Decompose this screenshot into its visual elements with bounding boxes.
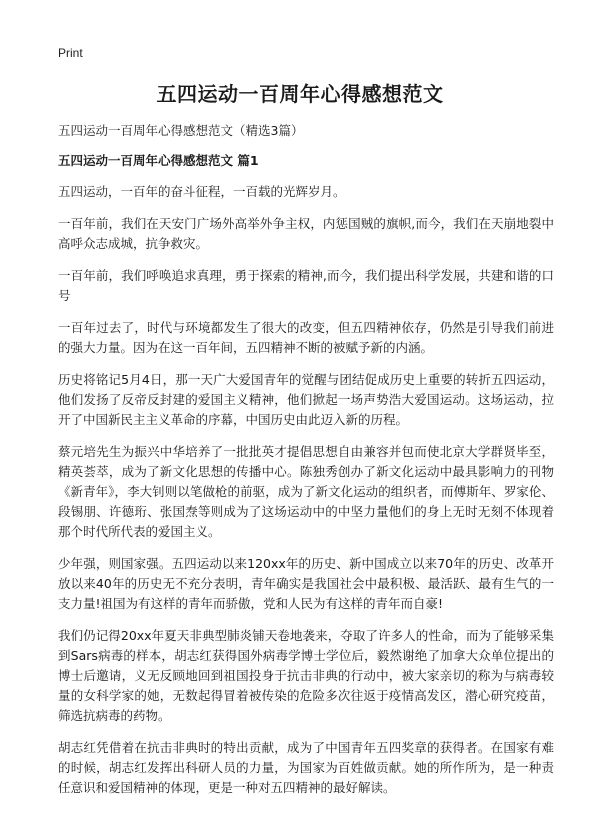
paragraph: 一百年前，我们在天安门广场外高举外争主权，内惩国贼的旗帜,而今，我们在天崩地裂中高呼众志成城，抗争救灾。 (58, 216, 554, 251)
paragraph: 一百年前，我们呼唤追求真理，勇于探索的精神,而今，我们提出科学发展，共建和谐的口号 (58, 268, 554, 303)
paragraph: 少年强，则国家强。五四运动以来120xx年的历史、新中国成立以来70年的历史、改革开放以来40年的历史无不充分表明，青年确实是我国社会中最积极、最活跃、最有生气的一支力量!祖国为有这样的青年而骄傲，党和人民为有这样的青年而自豪! (58, 556, 554, 611)
document-subtitle: 五四运动一百周年心得感想范文（精选3篇） (58, 123, 304, 138)
print-link[interactable]: Print (58, 46, 83, 60)
document-body (58, 122, 554, 810)
paragraph: 五四运动，一百年的奋斗征程，一百载的光辉岁月。 (58, 184, 346, 199)
section-heading: 五四运动一百周年心得感想范文 篇1 (58, 153, 259, 168)
paragraph: 胡志红凭借着在抗击非典时的特出贡献，成为了中国青年五四奖章的获得者。在国家有难的时候，胡志红发挥出科研人员的力量，为国家为百姓做贡献。她的所作所为，是一种责任意识和爱国精神的体现，更是一种对五四精神的最好解读。 (58, 740, 554, 795)
document-title: 五四运动一百周年心得感想范文 (156, 82, 444, 106)
paragraph: 蔡元培先生为振兴中华培养了一批批英才提倡思想自由兼容并包而使北京大学群贤毕至，精英荟萃，成为了新文化思想的传播中心。陈独秀创办了新文化运动中最具影响力的刊物《新青年》，李大钊则以笔做枪的前驱，成为了新文化运动的组织者，而傅斯年、罗家伦、段锡朋、许德珩、张国焘等则成为了这场运动中的中坚力量他们的身上无时无刻不体现着那个时代所代表的爱国主义。 (58, 444, 554, 539)
paragraph: 历史将铭记5月4日，那一天广大爱国青年的觉醒与团结促成历史上重要的转折五四运动，他们发扬了反帝反封建的爱国主义精神，他们掀起一场声势浩大爱国运动。这场运动，拉开了中国新民主主义革命的序幕，中国历史由此迈入新的历程。 (58, 372, 554, 427)
paragraph: 一百年过去了，时代与环境都发生了很大的改变，但五四精神依存，仍然是引导我们前进的强大力量。因为在这一百年间，五四精神不断的被赋予新的内涵。 (58, 320, 554, 355)
paragraph: 我们仍记得20xx年夏天非典型肺炎铺天卷地袭来，夺取了许多人的性命，而为了能够采集到Sars病毒的样本，胡志红获得国外病毒学博士学位后，毅然谢绝了加拿大众单位提出的博士后邀请，义无反顾地回到祖国投身于抗击非典的行动中，被大家亲切的称为与病毒较量的女科学家的她，无数起得冒着被传染的危险多次往返于疫情高发区，潜心研究疫苗，筛选抗病毒的药物。 (58, 628, 554, 723)
